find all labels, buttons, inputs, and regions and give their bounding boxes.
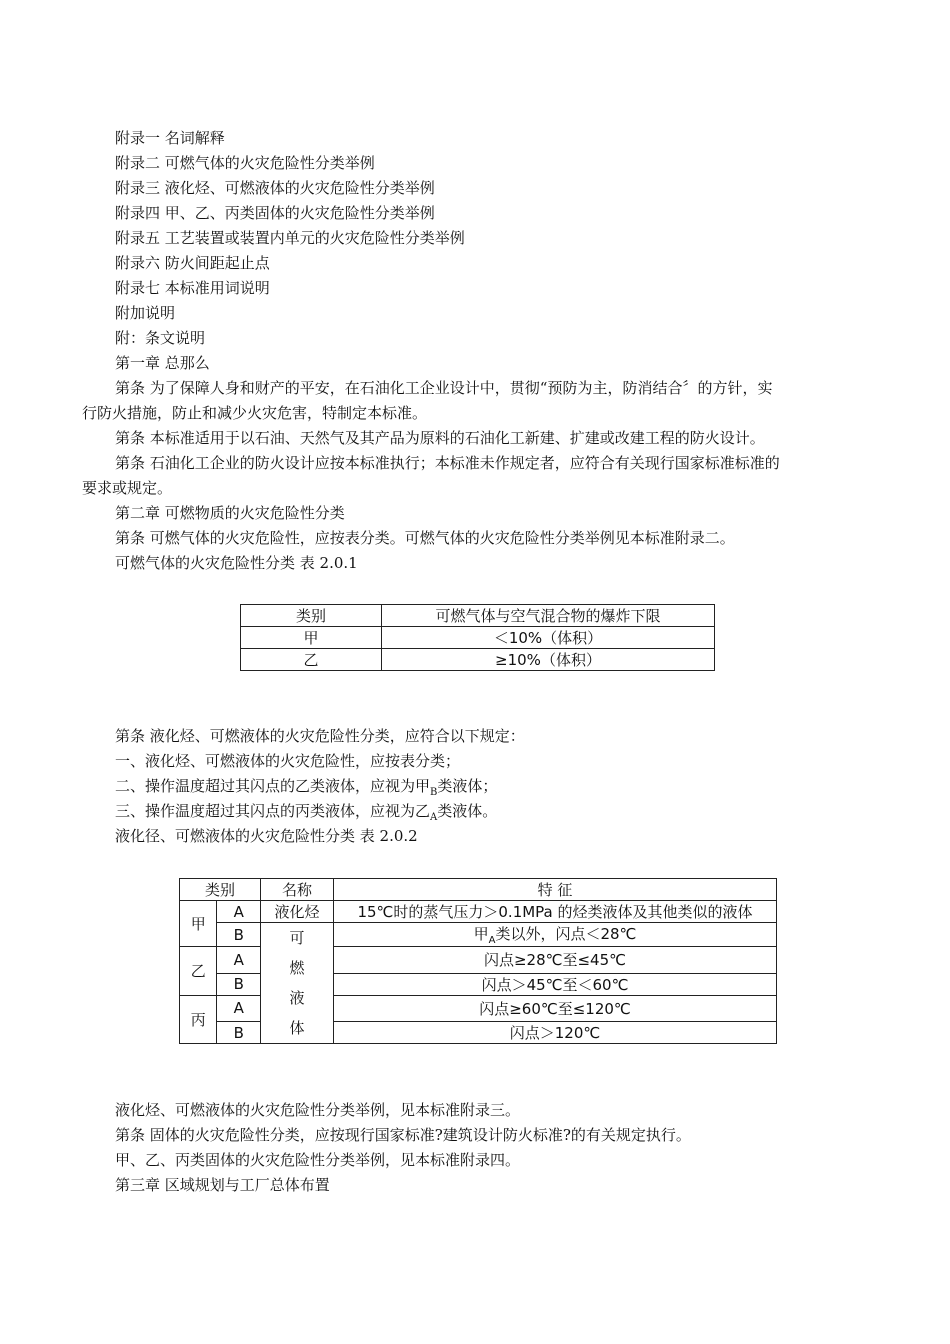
table-cell: B (217, 923, 261, 947)
paragraph: 第条 石油化工企业的防火设计应按本标准执行；本标准未作规定者，应符合有关现行国家标准标准的 (115, 454, 780, 472)
table-cell: B (217, 1022, 261, 1044)
table-cell-liquid-name: 可 燃 液 体 (261, 923, 334, 1044)
list-item: 二、操作温度超过其闪点的乙类液体，应视为甲$_B$类液体； (115, 777, 498, 798)
table-cell: 甲 (180, 901, 217, 947)
table-row (241, 649, 715, 671)
table-cell: 液化烃 (261, 901, 334, 923)
paragraph: 液化烃、可燃液体的火灾危险性分类举例，见本标准附录三。 (115, 1101, 521, 1119)
liquid-hazard-table (179, 878, 777, 1044)
table-caption: 液化径、可燃液体的火灾危险性分类 表 2.0.2 (115, 827, 418, 845)
table-caption: 可燃气体的火灾危险性分类 表 2.0.1 (115, 554, 358, 572)
table-header: 类别 (241, 605, 382, 627)
table-cell: ≥10%（体积） (382, 649, 715, 671)
toc-line: 附录五 工艺装置或装置内单元的火灾危险性分类举例 (115, 229, 465, 247)
toc-line: 附加说明 (115, 304, 176, 322)
toc-line: 附录三 液化烃、可燃液体的火灾危险性分类举例 (115, 179, 435, 197)
table-cell: B (217, 973, 261, 995)
table-cell: 乙 (241, 649, 382, 671)
table-cell: ＜10%（体积） (382, 627, 715, 649)
paragraph-continued: 行防火措施，防止和减少火灾危害，特制定本标准。 (82, 404, 428, 422)
toc-line: 附录二 可燃气体的火灾危险性分类举例 (115, 154, 375, 172)
chapter-heading: 第一章 总那么 (115, 354, 210, 372)
table-cell: 甲 (241, 627, 382, 649)
table-cell: 闪点≥28℃至≤45℃ (334, 947, 777, 974)
table-cell: 丙 (180, 995, 217, 1044)
toc-line: 附录六 防火间距起止点 (115, 254, 270, 272)
toc-line: 附录七 本标准用词说明 (115, 279, 270, 297)
table-header: 特 征 (334, 879, 777, 901)
table-cell: 闪点＞45℃至＜60℃ (334, 973, 777, 995)
paragraph: 第条 液化烃、可燃液体的火灾危险性分类，应符合以下规定： (115, 727, 525, 745)
table-cell: 闪点≥60℃至≤120℃ (334, 995, 777, 1022)
chapter-heading: 第三章 区域规划与工厂总体布置 (115, 1176, 330, 1194)
table-row (241, 605, 715, 627)
list-item: 一、液化烃、可燃液体的火灾危险性，应按表分类； (115, 752, 461, 770)
table-header: 类别 (180, 879, 261, 901)
paragraph: 第条 可燃气体的火灾危险性，应按表分类。可燃气体的火灾危险性分类举例见本标准附录二。 (115, 529, 735, 547)
list-item: 三、操作温度超过其闪点的丙类液体，应视为乙$_A$类液体。 (115, 802, 498, 823)
table-cell: A (217, 901, 261, 923)
paragraph: 第条 本标准适用于以石油、天然气及其产品为原料的石油化工新建、扩建或改建工程的防火设计。 (115, 429, 765, 447)
table-cell: 甲$_A$类以外，闪点＜28℃ (334, 923, 777, 947)
toc-line: 附：条文说明 (115, 329, 206, 347)
chapter-heading: 第二章 可燃物质的火灾危险性分类 (115, 504, 345, 522)
table-row (180, 901, 777, 923)
paragraph: 第条 为了保障人身和财产的平安，在石油化工企业设计中，贯彻“预防为主，防消结合〞的方针，实 (115, 379, 773, 397)
table-header: 可燃气体与空气混合物的爆炸下限 (382, 605, 715, 627)
table-row (180, 879, 777, 901)
table-cell: 闪点＞120℃ (334, 1022, 777, 1044)
paragraph: 第条 固体的火灾危险性分类，应按现行国家标准?建筑设计防火标准?的有关规定执行。 (115, 1126, 691, 1144)
table-cell: 乙 (180, 947, 217, 996)
table-cell: 15℃时的蒸气压力＞0.1MPa 的烃类液体及其他类似的液体 (334, 901, 777, 923)
paragraph-continued: 要求或规定。 (82, 479, 173, 497)
table-header: 名称 (261, 879, 334, 901)
paragraph: 甲、乙、丙类固体的火灾危险性分类举例，见本标准附录四。 (115, 1151, 521, 1169)
gas-hazard-table (240, 604, 715, 671)
table-cell: A (217, 947, 261, 974)
table-cell: A (217, 995, 261, 1022)
table-row (241, 627, 715, 649)
toc-line: 附录四 甲、乙、丙类固体的火灾危险性分类举例 (115, 204, 435, 222)
toc-line: 附录一 名词解释 (115, 129, 225, 147)
table-row (180, 923, 777, 947)
